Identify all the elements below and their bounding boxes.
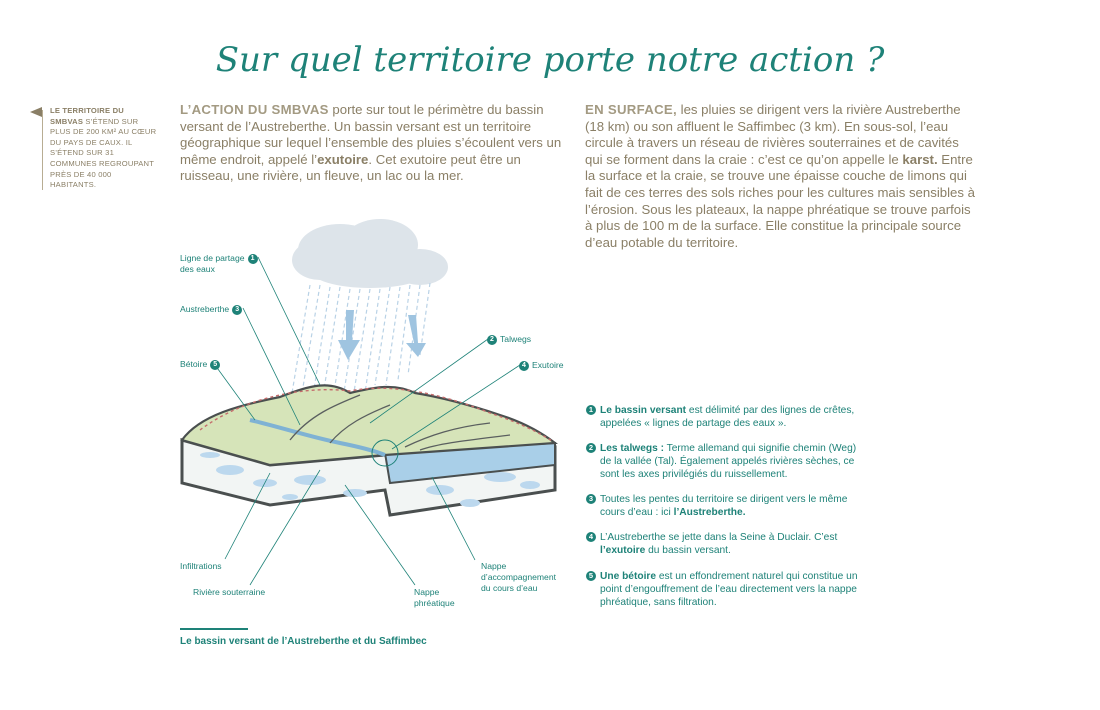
page-title: Sur quel territoire porte notre action ?	[215, 40, 885, 80]
label-nappe-phreatique: Nappe phréatique	[414, 587, 455, 608]
label-talwegs: 2 Talwegs	[484, 334, 531, 345]
watershed-diagram	[170, 215, 570, 615]
intro-bold: exutoire	[317, 151, 369, 167]
legend-item-4: 4 L’Austreberthe se jette dans la Seine à Duclair. C’est l’exutoire du bassin versant.	[586, 531, 866, 557]
surface-lead: EN SURFACE,	[585, 102, 677, 117]
legend-item-1: 1 Le bassin versant est délimité par des lignes de crêtes, appelées « lignes de partage des eaux ».	[586, 404, 866, 430]
legend-item-5: 5 Une bétoire est un effondrement naturel qui constitue un point d’engouffrement de l’eau directement vers la nappe phréatique, sans filtration.	[586, 570, 866, 609]
rain-arrow-icon	[338, 310, 426, 360]
badge-2-icon: 2	[487, 335, 497, 345]
label-betoire: Bétoire 5	[180, 359, 223, 370]
badge-4-icon: 4	[519, 361, 529, 371]
badge-1-icon: 1	[248, 254, 258, 264]
badge-2-icon: 2	[586, 443, 596, 453]
cloud-icon	[292, 219, 448, 288]
intro-text-1: porte sur tout le périmètre du bassin versant de l’Austreberthe. Un bassin versant est un territoire géographique sur lequel l’ensemble des pluies s’écoulent vers un même endroit, appelé l’	[180, 102, 562, 167]
sidenote-text	[50, 106, 158, 191]
label-austreberthe: Austreberthe 3	[180, 304, 245, 315]
label-nappe-accompagnement: Nappe d’accompagnement du cours d’eau	[481, 561, 557, 593]
surface-paragraph	[585, 102, 980, 251]
badge-5-icon: 5	[210, 360, 220, 370]
label-riviere-souterraine: Rivière souterraine	[193, 587, 266, 597]
caption-rule	[180, 628, 248, 630]
intro-text-2: . Cet exutoire peut être un ruisseau, une rivière, un fleuve, un lac ou la mer.	[180, 151, 521, 184]
surface-text-2: Entre la surface et la craie, se trouve une épaisse couche de limons qui fait de ces terres des sols riches pour les cultures mais sensibles à l’érosion. Sous les plateaux, la nappe phréatique se trouve parfois à plus de 100 m de la surface. Elle constitue la principale source d’eau potable du territoire.	[585, 151, 975, 250]
badge-5-icon: 5	[586, 571, 596, 581]
label-exutoire: 4 Exutoire	[516, 360, 564, 371]
figure-caption: Le bassin versant de l’Austreberthe et du Saffimbec	[180, 636, 427, 647]
legend-item-3: 3 Toutes les pentes du territoire se dirigent vers le même cours d’eau : ici l’Austreberthe.	[586, 493, 866, 519]
triangle-marker-icon	[30, 107, 42, 117]
label-infiltrations: Infiltrations	[180, 561, 222, 571]
sidenote-strong: LE TERRITOIRE DU SMBVAS	[50, 106, 124, 126]
sidenote-rule	[42, 110, 43, 190]
surface-text-1: les pluies se dirigent vers la rivière Austreberthe (18 km) ou son affluent le Saffimbec (3 km). En sous-sol, l’eau circule à travers un réseau de rivières souterraines et de cavités qui se forment dans la craie : c’est ce qu’on appelle le	[585, 102, 961, 167]
intro-paragraph	[180, 102, 575, 185]
badge-1-icon: 1	[586, 405, 596, 415]
badge-3-icon: 3	[586, 494, 596, 504]
badge-4-icon: 4	[586, 532, 596, 542]
intro-lead: L’ACTION DU SMBVAS	[180, 102, 329, 117]
badge-3-icon: 3	[232, 305, 242, 315]
legend-item-2: 2 Les talwegs : Terme allemand qui signifie chemin (Weg) de la vallée (Tal). Également appelés rivières sèches, ce sont les axes privilégiés du ruissellement.	[586, 442, 866, 481]
label-ligne-partage: Ligne de partage 1 des eaux	[180, 253, 261, 275]
sidenote-rest: S’ÉTEND SUR PLUS DE 200 KM² AU CŒUR DU PAYS DE CAUX. IL S’ÉTEND SUR 31 COMMUNES REGROUPANT PRÈS DE 40 000 HABITANTS.	[50, 116, 157, 190]
surface-bold: karst.	[902, 151, 938, 167]
